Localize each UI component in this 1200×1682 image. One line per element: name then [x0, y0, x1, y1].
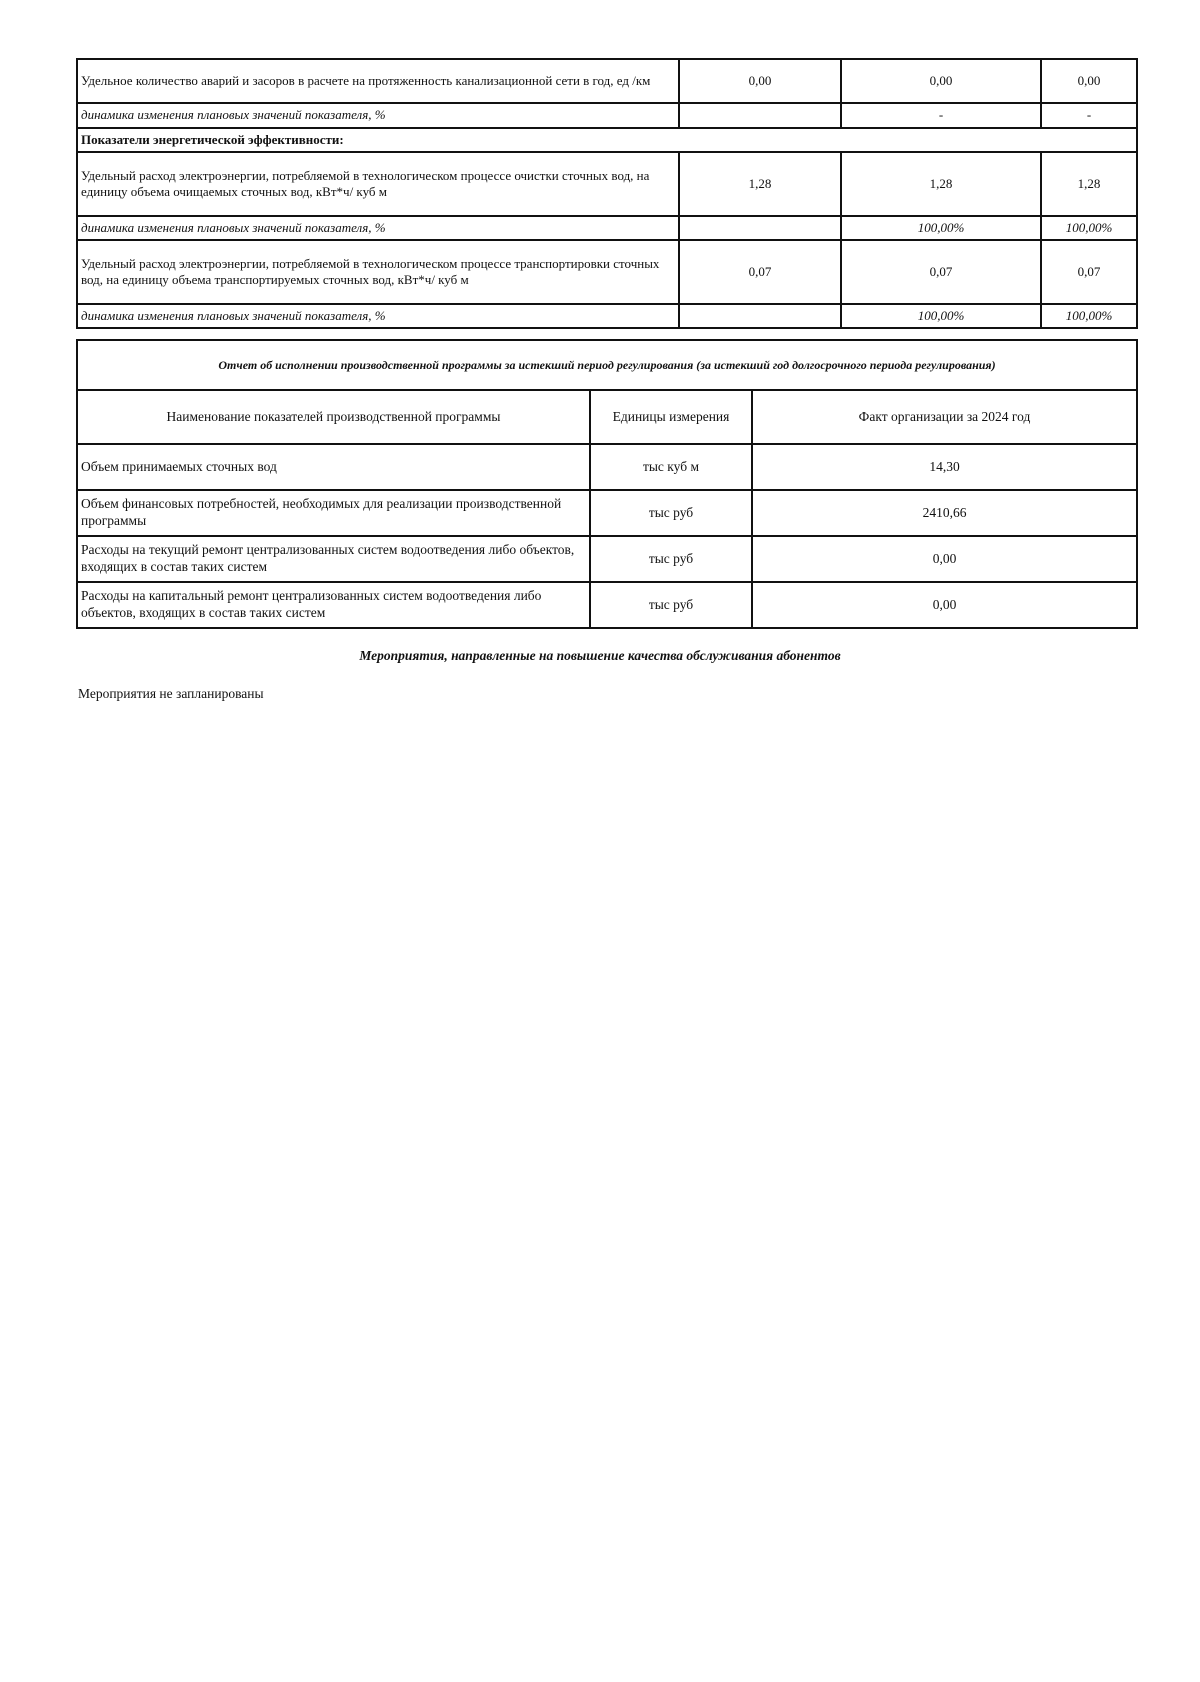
report-unit: тыс руб: [590, 582, 752, 628]
measures-title: Мероприятия, направленные на повышение качества обслуживания абонентов: [359, 648, 841, 663]
table-row: [77, 128, 1137, 152]
indicator-value: 100,00%: [1041, 216, 1137, 240]
report-unit: тыс руб: [590, 536, 752, 582]
table-row: [77, 536, 1137, 582]
report-name: Расходы на капитальный ремонт централизованных систем водоотведения либо объектов, входящих в состав таких систем: [77, 582, 590, 628]
indicator-value: 100,00%: [841, 304, 1041, 328]
indicator-value: 0,00: [841, 59, 1041, 103]
report-header: Факт организации за 2024 год: [752, 390, 1137, 444]
report-header: Наименование показателей производственной программы: [77, 390, 590, 444]
indicator-value: 1,28: [679, 152, 841, 216]
indicator-value: [679, 304, 841, 328]
table-row: [77, 444, 1137, 490]
report-name: Объем принимаемых сточных вод: [77, 444, 590, 490]
report-name: Объем финансовых потребностей, необходимых для реализации производственной программы: [77, 490, 590, 536]
table-row: [77, 240, 1137, 304]
report-title: Отчет об исполнении производственной программы за истекший период регулирования (за истекший год долгосрочного периода регулирования): [77, 340, 1137, 390]
report-name: Расходы на текущий ремонт централизованных систем водоотведения либо объектов, входящих в состав таких систем: [77, 536, 590, 582]
indicator-label: динамика изменения плановых значений показателя, %: [77, 216, 679, 240]
report-value: 0,00: [752, 536, 1137, 582]
report-header: Единицы измерения: [590, 390, 752, 444]
report-unit: тыс руб: [590, 490, 752, 536]
indicator-label: Удельный расход электроэнергии, потребляемой в технологическом процессе очистки сточных вод, на единицу объема очищаемых сточных вод, кВт*ч/ куб м: [77, 152, 679, 216]
table-row: [77, 152, 1137, 216]
table-row: [77, 216, 1137, 240]
indicator-value: 0,00: [1041, 59, 1137, 103]
table-row: [77, 304, 1137, 328]
indicator-value: 1,28: [1041, 152, 1137, 216]
report-unit: тыс куб м: [590, 444, 752, 490]
indicator-value: 0,00: [679, 59, 841, 103]
indicator-value: 1,28: [841, 152, 1041, 216]
indicator-value: 0,07: [1041, 240, 1137, 304]
section-heading: Показатели энергетической эффективности:: [77, 128, 1137, 152]
table-row: [77, 103, 1137, 128]
indicator-label: динамика изменения плановых значений показателя, %: [77, 103, 679, 128]
table-row: [77, 59, 1137, 103]
measures-text: Мероприятия не запланированы: [78, 686, 264, 701]
report-value: 0,00: [752, 582, 1137, 628]
indicators-table: [76, 58, 1138, 329]
report-value: 14,30: [752, 444, 1137, 490]
indicator-label: Удельное количество аварий и засоров в расчете на протяженность канализационной сети в год, ед /км: [77, 59, 679, 103]
indicator-value: 0,07: [841, 240, 1041, 304]
table-row: [77, 340, 1137, 390]
indicator-value: [679, 216, 841, 240]
indicator-value: -: [1041, 103, 1137, 128]
report-table: [76, 339, 1138, 629]
indicator-value: 0,07: [679, 240, 841, 304]
indicator-value: -: [841, 103, 1041, 128]
table-row: [77, 582, 1137, 628]
indicator-label: Удельный расход электроэнергии, потребляемой в технологическом процессе транспортировки сточных вод, на единицу объема транспортируемых сточных вод, кВт*ч/ куб м: [77, 240, 679, 304]
indicator-value: [679, 103, 841, 128]
indicator-value: 100,00%: [1041, 304, 1137, 328]
indicator-value: 100,00%: [841, 216, 1041, 240]
table-row: [77, 490, 1137, 536]
report-value: 2410,66: [752, 490, 1137, 536]
table-row: [77, 390, 1137, 444]
indicator-label: динамика изменения плановых значений показателя, %: [77, 304, 679, 328]
